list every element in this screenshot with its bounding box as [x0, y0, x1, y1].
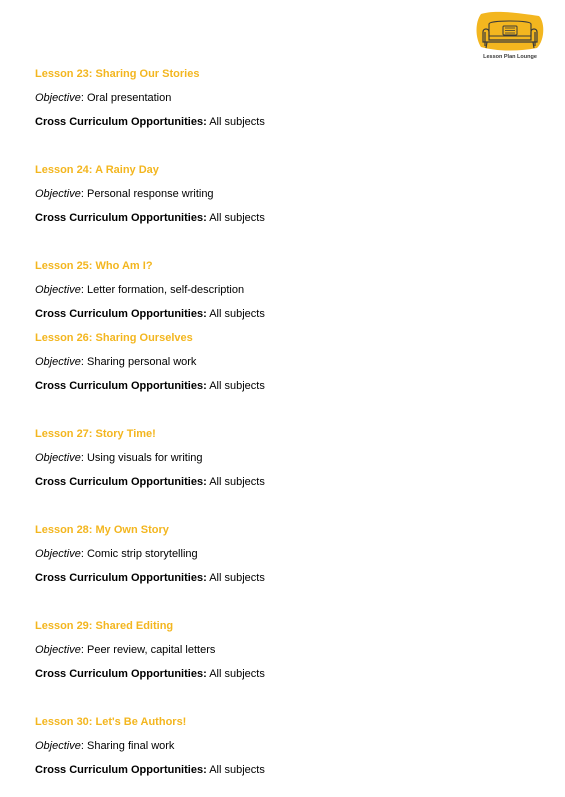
- lesson-cross-curriculum: [35, 667, 535, 681]
- lesson-spacer: [35, 499, 535, 523]
- lesson-list: [35, 67, 535, 787]
- lesson-objective: [35, 355, 535, 369]
- objective-label: Objective: [35, 92, 81, 104]
- cross-curriculum-label: Cross Curriculum Opportunities:: [35, 308, 207, 320]
- objective-value: Comic strip storytelling: [86, 548, 198, 560]
- cross-curriculum-label: Cross Curriculum Opportunities:: [35, 668, 207, 680]
- lesson-block: [35, 163, 535, 259]
- lesson-objective: [35, 739, 535, 753]
- lesson-spacer: [35, 403, 535, 427]
- objective-colon: :: [80, 644, 87, 656]
- cross-curriculum-value: All subjects: [209, 476, 265, 488]
- lesson-title: Lesson 28: My Own Story: [35, 524, 169, 536]
- lesson-title: Lesson 24: A Rainy Day: [35, 164, 159, 176]
- lesson-cross-curriculum: [35, 211, 535, 225]
- cross-curriculum-label: Cross Curriculum Opportunities:: [35, 116, 207, 128]
- cross-curriculum-value: All subjects: [209, 572, 265, 584]
- lesson-spacer: [35, 595, 535, 619]
- objective-label: Objective: [35, 356, 81, 368]
- objective-colon: :: [80, 452, 87, 464]
- objective-label: Objective: [35, 284, 81, 296]
- cross-curriculum-value: All subjects: [209, 764, 265, 776]
- objective-label: Objective: [35, 188, 81, 200]
- objective-value: Sharing personal work: [86, 356, 197, 368]
- lesson-cross-curriculum: [35, 307, 535, 321]
- cross-curriculum-value: All subjects: [209, 212, 265, 224]
- objective-label: Objective: [35, 548, 81, 560]
- cross-curriculum-value: All subjects: [209, 668, 265, 680]
- objective-label: Objective: [35, 452, 81, 464]
- objective-value: Personal response writing: [86, 188, 214, 200]
- lesson-cross-curriculum: [35, 763, 535, 777]
- lesson-title: Lesson 23: Sharing Our Stories: [35, 68, 200, 80]
- lesson-block: [35, 427, 535, 523]
- lesson-objective: [35, 547, 535, 561]
- lesson-objective: [35, 283, 535, 297]
- objective-colon: :: [80, 548, 87, 560]
- objective-value: Oral presentation: [86, 92, 172, 104]
- cross-curriculum-value: All subjects: [209, 380, 265, 392]
- lesson-block: [35, 259, 535, 321]
- lesson-cross-curriculum: [35, 379, 535, 393]
- lesson-title: Lesson 27: Story Time!: [35, 428, 156, 440]
- lesson-block: [35, 331, 535, 427]
- objective-label: Objective: [35, 644, 81, 656]
- cross-curriculum-value: All subjects: [209, 308, 265, 320]
- lesson-plan-lounge-logo: [473, 10, 547, 64]
- objective-value: Sharing final work: [86, 740, 175, 752]
- lesson-cross-curriculum: [35, 571, 535, 585]
- lesson-cross-curriculum: [35, 475, 535, 489]
- objective-value: Peer review, capital letters: [86, 644, 216, 656]
- cross-curriculum-value: All subjects: [209, 116, 265, 128]
- logo-text: Lesson Plan Lounge: [483, 54, 537, 60]
- objective-colon: :: [80, 92, 87, 104]
- objective-label: Objective: [35, 740, 81, 752]
- lesson-spacer: [35, 691, 535, 715]
- objective-value: Using visuals for writing: [86, 452, 203, 464]
- lesson-title: Lesson 29: Shared Editing: [35, 620, 174, 632]
- lesson-objective: [35, 643, 535, 657]
- cross-curriculum-label: Cross Curriculum Opportunities:: [35, 572, 207, 584]
- cross-curriculum-label: Cross Curriculum Opportunities:: [35, 476, 207, 488]
- lesson-title: Lesson 30: Let's Be Authors!: [35, 716, 187, 728]
- cross-curriculum-label: Cross Curriculum Opportunities:: [35, 212, 207, 224]
- objective-colon: :: [80, 188, 87, 200]
- objective-colon: :: [80, 356, 87, 368]
- lesson-title: Lesson 26: Sharing Ourselves: [35, 332, 193, 344]
- lesson-objective: [35, 451, 535, 465]
- lesson-cross-curriculum: [35, 115, 535, 129]
- cross-curriculum-label: Cross Curriculum Opportunities:: [35, 764, 207, 776]
- lesson-block: [35, 523, 535, 619]
- lesson-block: [35, 67, 535, 163]
- lesson-objective: [35, 187, 535, 201]
- lesson-block: [35, 715, 535, 777]
- lesson-objective: [35, 91, 535, 105]
- lesson-title: Lesson 25: Who Am I?: [35, 260, 153, 272]
- lesson-spacer: [35, 139, 535, 163]
- cross-curriculum-label: Cross Curriculum Opportunities:: [35, 380, 207, 392]
- sofa-logo-icon: [473, 10, 547, 54]
- objective-value: Letter formation, self-description: [86, 284, 245, 296]
- lesson-block: [35, 619, 535, 715]
- objective-colon: :: [80, 284, 87, 296]
- objective-colon: :: [80, 740, 87, 752]
- lesson-spacer: [35, 235, 535, 259]
